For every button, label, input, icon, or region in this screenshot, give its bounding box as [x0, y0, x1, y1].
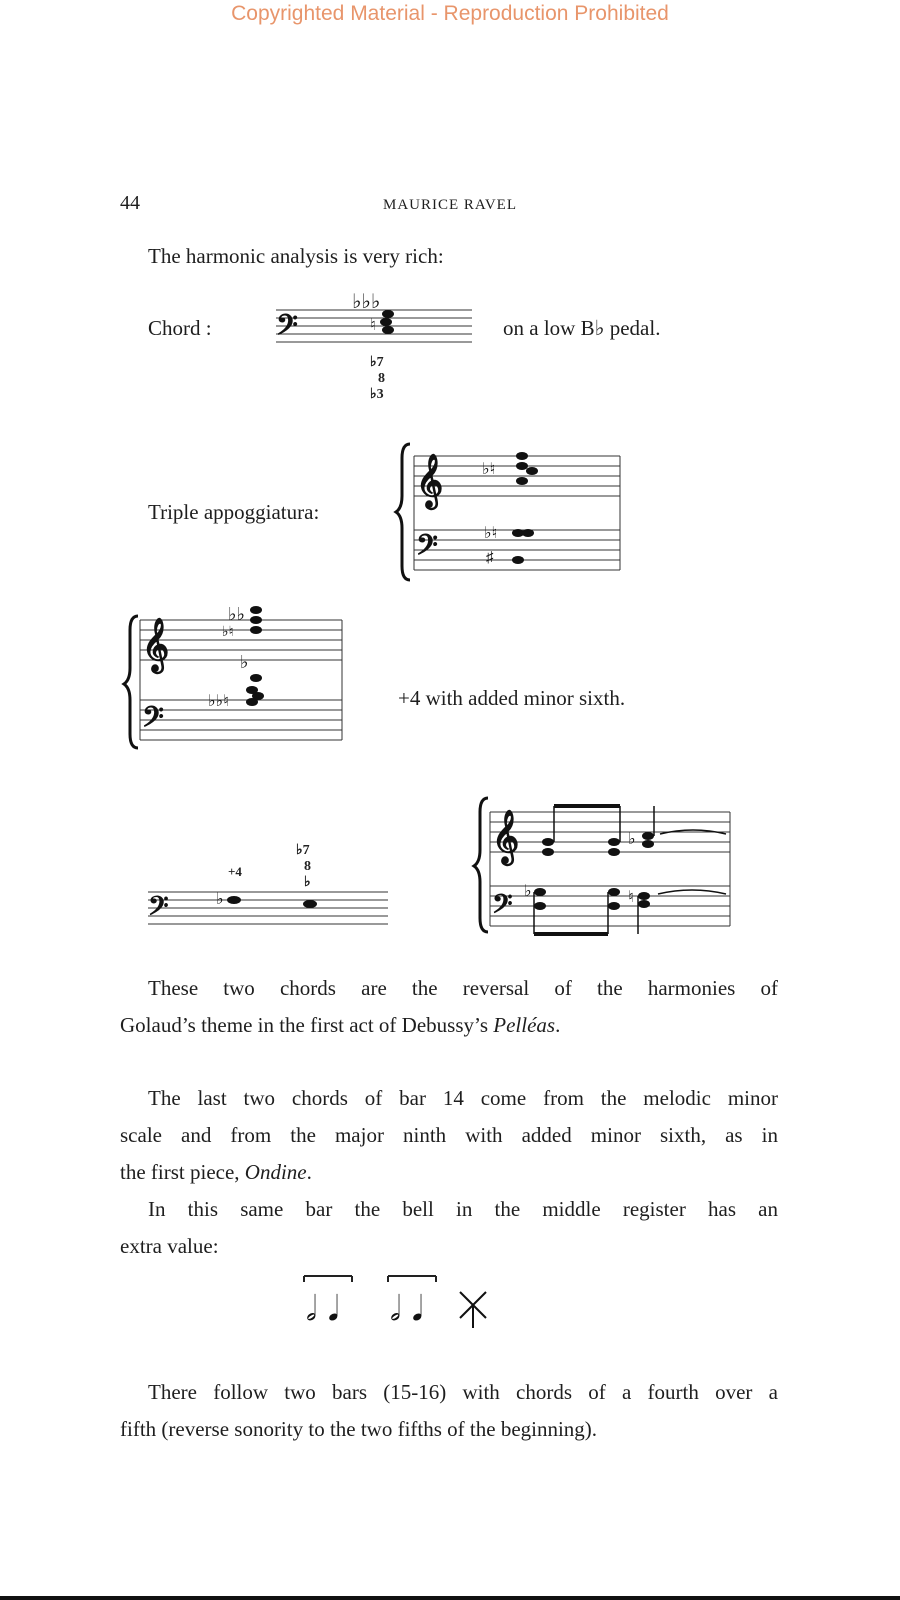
ondine-title: Ondine [244, 1160, 307, 1184]
figure-3: ♭3 [370, 387, 384, 402]
plus4-label: +4 with added minor sixth. [398, 686, 626, 710]
svg-text:𝄢: 𝄢 [416, 529, 438, 569]
running-title: MAURICE RAVEL [383, 197, 517, 213]
svg-text:♯: ♯ [486, 550, 494, 566]
svg-text:𝅗𝅥: 𝅗𝅥 [390, 1289, 401, 1329]
figure-plus4: +4 [228, 864, 242, 879]
svg-text:𝄢: 𝄢 [142, 701, 164, 741]
svg-text:♭♭♮: ♭♭♮ [208, 693, 229, 710]
rhythm-figure [300, 1272, 520, 1342]
para2-line3-end: . [306, 1160, 312, 1184]
svg-text:𝄢: 𝄢 [492, 888, 513, 926]
svg-text:𝄞: 𝄞 [492, 809, 520, 863]
svg-text:♭: ♭ [240, 652, 249, 672]
para2-line2: scale and from the major ninth with added minor sixth, as in [120, 1123, 778, 1147]
para4-line1: There follow two bars (15-16) with chords of a fourth over a [148, 1380, 778, 1404]
figure-2: 8 [378, 371, 385, 386]
svg-text:♭♭♭: ♭♭♭ [352, 291, 381, 313]
para1-line1: These two chords are the reversal of the harmonies of [148, 976, 778, 1000]
page-number: 44 [120, 192, 140, 214]
svg-text:𝅗𝅥: 𝅗𝅥 [306, 1289, 317, 1329]
para4-line2: fifth (reverse sonority to the two fifths of the beginning). [120, 1417, 598, 1441]
pelleas-title: Pelléas [493, 1013, 556, 1037]
svg-text:♭♭: ♭♭ [228, 604, 245, 624]
svg-text:♮: ♮ [628, 889, 634, 906]
svg-text:♭♮: ♭♮ [482, 461, 496, 478]
chord-bass-staff [270, 270, 490, 400]
intro-text: The harmonic analysis is very rich: [148, 244, 444, 268]
para1-line2 [120, 1013, 560, 1038]
svg-text:𝅘𝅥: 𝅘𝅥 [412, 1289, 423, 1329]
appoggiatura-grand-staff [400, 438, 630, 588]
svg-text:♮: ♮ [370, 317, 376, 334]
svg-text:𝄢: 𝄢 [148, 890, 169, 928]
para2-line3 [120, 1160, 312, 1185]
figure-r2: 8 [304, 859, 311, 874]
figure-1: ♭7 [370, 355, 384, 370]
svg-text:𝅘𝅥: 𝅘𝅥 [328, 1289, 339, 1329]
svg-text:𝄞: 𝄞 [416, 453, 444, 507]
copyright-banner: Copyrighted Material - Reproduction Prohibited [231, 2, 669, 25]
svg-text:♭: ♭ [628, 831, 636, 848]
svg-text:𝄞: 𝄞 [142, 617, 170, 671]
svg-text:♭: ♭ [216, 891, 224, 908]
svg-text:♭♮: ♭♮ [222, 625, 234, 640]
plus4-grand-staff [128, 592, 358, 752]
para2-line1: The last two chords of bar 14 come from the melodic minor [148, 1086, 778, 1110]
para1-line2-text: Golaud’s theme in the first act of Debussy’s [120, 1013, 494, 1037]
chord-label: Chord : [148, 316, 212, 340]
chord-note: on a low B♭ pedal. [503, 316, 661, 340]
appoggiatura-label: Triple appoggiatura: [148, 500, 320, 524]
para1-line2-end: . [555, 1013, 561, 1037]
figured-bass-staff [148, 828, 398, 948]
figure-r3: ♭ [304, 875, 311, 890]
bottom-edge [0, 1596, 900, 1600]
svg-text:♭♮: ♭♮ [484, 525, 498, 542]
svg-text:♭: ♭ [524, 883, 532, 900]
para3-line2: extra value: [120, 1234, 219, 1258]
para2-line3-text: the first piece, [120, 1160, 245, 1184]
para3-line1: In this same bar the bell in the middle register has an [148, 1197, 778, 1221]
figure-r1: ♭7 [296, 843, 310, 858]
svg-text:𝄢: 𝄢 [276, 309, 298, 349]
excerpt-grand-staff [478, 778, 738, 948]
